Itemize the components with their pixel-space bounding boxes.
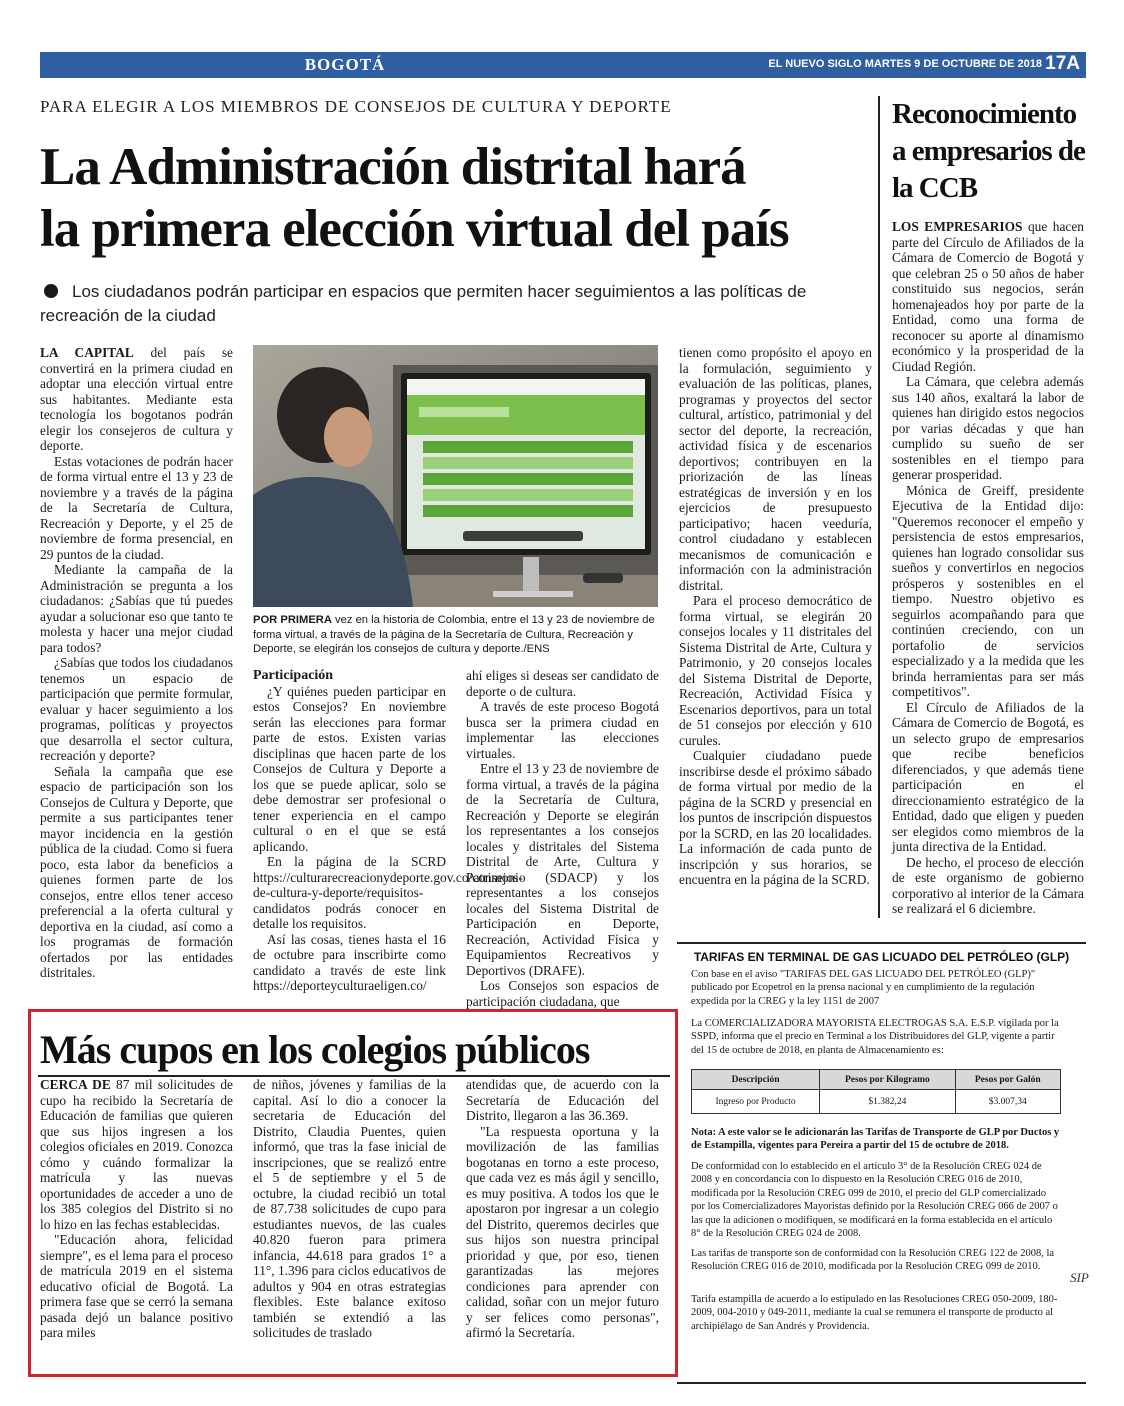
- table-cell: $1.382,24: [820, 1090, 955, 1114]
- sidebar-divider: [878, 96, 880, 918]
- paragraph-text: De hecho, el proceso de elección de este organismo de gobierno corporativo al interior de la Cámara se realizará el 6 diciembre.: [892, 854, 1084, 916]
- paragraph-text: Cualquier ciudadano puede inscribirse desde el próximo sábado de forma virtual por medio de la página de la SCRD y presencial en los puntos de inscripción dispuestos por la SCRD, en las 20 localidades. La información de cada punto de inscripción y sus horarios, se encuentra en la página de la SCRD.: [679, 748, 872, 887]
- paragraph-text: de niños, jóvenes y familias de la capital. Así lo dio a conocer la secretaria de Educación del Distrito, Claudia Puentes, quien informó, que tras la fase inicial de inscripciones, que se realizó entre el 5 de septiembre y el 5 de octubre, la ciudad recibió un total de 87.738 solicitudes de cupo para estudiantes nuevos, de las cuales 40.820 fueron para primera infancia, 44.618 para grados 1° a 11°, 1.396 para ciclos educativos de adultos y 904 en otras estrategias flexibles. Este balance exitoso también se extendió a las solicitudes de traslado: [253, 1077, 446, 1340]
- paragraph: [40, 764, 233, 981]
- box-headline: Más cupos en los colegios públicos: [40, 1027, 590, 1072]
- box-column-3: [466, 1077, 659, 1341]
- paragraph: [892, 855, 1084, 917]
- paragraph-text: 87 mil solicitudes de cupo ha recibido la Secretaría de Educación de familias que quieren que sus hijos ingresen a los colegios oficiales en 2019. Conozca cómo y cuándo formalizar la matrícula y las nuevas oportunidades de acceder a uno de los 385 colegios del Distrito si no lo hizo en las fechas establecidas.: [40, 1077, 233, 1232]
- notice-paragraph-2: Las tarifas de transporte son de conformidad con la Resolución CREG 122 de 2008, la Resolución CREG 016 de 2010, modificada por la Resolución CREG 099 de 2010.: [691, 1248, 1055, 1273]
- notice-company: La COMERCIALIZADORA MAYORISTA ELECTROGAS S.A. E.S.P. vigilada por la SSPD, informa que el precio en Terminal a los Distribuidores del GLP, vigente a partir del 15 de octubre de 2018, en planta de Almacenamiento es:: [691, 1018, 1059, 1056]
- paragraph-text: Señala la campaña que ese espacio de participación son los Consejos de Cultura y Deporte, que permite a sus participantes tener mayor incidencia en la gestión pública de la ciudad. Como si fuera poco, esta labor da beneficios a quienes formen parte de los consejos, entre ellos tener acceso preferencial a la oferta cultural y deportiva en la ciudad, así como a los programas de formación ofertados por las entidades distritales.: [40, 763, 233, 980]
- paragraph: [466, 761, 659, 978]
- paragraph-lead: LA CAPITAL: [40, 345, 134, 360]
- paragraph: [892, 219, 1084, 374]
- paragraph-text: "La respuesta oportuna y la movilización de las familias bogotanas en torno a este proceso, que cada vez es más ágil y sencillo, es muy positiva. A todos los que le apostaron por ingresar a un colegio del Distrito, queremos decirles que sus hijos son nuestra principal prioridad y que, por eso, tienen garantizadas las mejores condiciones para aprender con calidad, soñar con un mejor futuro y ser felices como personas", afirmó la Secretaría.: [466, 1123, 659, 1340]
- paragraph: [253, 684, 446, 855]
- paragraph: [40, 655, 233, 764]
- paragraph: [40, 562, 233, 655]
- caption-lead: POR PRIMERA: [253, 614, 332, 626]
- article-subhead: [40, 280, 870, 328]
- paragraph-text: En la página de la SCRD https://culturarecreacionydeporte.gov.co/consejos-de-cultura-y-deporte/requisitos-candidatos podrás conocer en detalle los requisitos.: [253, 854, 523, 931]
- paragraph: [40, 345, 233, 454]
- article-column-3: [466, 668, 659, 1009]
- paragraph: [253, 1077, 446, 1341]
- table-header: Pesos por Kilogramo: [820, 1070, 955, 1090]
- page-header-bar: [40, 52, 1086, 78]
- edition-date: EL NUEVO SIGLO MARTES 9 DE OCTUBRE DE 2018: [768, 58, 1042, 70]
- notice-intro: Con base en el aviso "TARIFAS DEL GAS LICUADO DEL PETRÓLEO (GLP)" publicado por Ecopetrol en la prensa nacional y en cumplimiento de la regulación expedida por la CREG y la ley 1151 de 2007: [691, 969, 1036, 1007]
- paragraph-text: que hacen parte del Círculo de Afiliados de la Cámara de Comercio de Bogotá y que celebran 25 o 50 años de haber constituido sus negocios, serán homenajeados hoy por parte de la Entidad, como una forma de reconocer su aporte al dinamismo económico y la prosperidad de la Ciudad Región.: [892, 219, 1084, 374]
- notice-paragraph-3: Tarifa estampilla de acuerdo a lo estipulado en las Resoluciones CREG 050-2009, 180-2009, 004-2010 y 049-2011, mediante la cual se remunera el transporte de producto al archipiélago de San Andrés y Providencia.: [691, 1294, 1058, 1332]
- paragraph-text: ahí eliges si deseas ser candidato de deporte o de cultura.: [466, 668, 659, 699]
- paragraph-lead: LOS EMPRESARIOS: [892, 219, 1023, 234]
- paragraph: [466, 978, 659, 1009]
- paragraph: [466, 699, 659, 761]
- paragraph-text: La Cámara, que celebra además sus 140 años, exaltará la labor de quienes han dirigido estos negocios por varias décadas y que han cumplido su sueño de ser sostenibles en el tiempo para generar prosperidad.: [892, 374, 1084, 482]
- paragraph-text: "Educación ahora, felicidad siempre", es el lema para el proceso de matrícula 2019 en el sistema educativo oficial de Bogotá. La primera fase que se cerró la semana pasada dejó un balance positivo para miles: [40, 1232, 233, 1340]
- headline-line-1: La Administración distrital hará: [40, 138, 746, 196]
- paragraph-text: Entre el 13 y 23 de noviembre de forma virtual, a través de la página de la Secretaría de Cultura, Recreación y Deporte se elegirán los representantes a los consejos locales y distritales del Sistema Distrital de Arte, Cultura y Patrimonio (SDACP) y los representantes a los consejos locales del Sistema Distrital de Participación en Deporte, Recreación, Actividad Física y Equipamientos Recreativos y Deportivos (DRAFE).: [466, 761, 659, 978]
- paragraph: [679, 748, 872, 888]
- headline-line-2: la primera elección virtual del país: [40, 200, 789, 258]
- paragraph-lead: CERCA DE: [40, 1077, 111, 1092]
- paragraph-text: del país se convertirá en la primera ciudad en adoptar una elección virtual entre sus habitantes. Mediante esta tecnología los bogotanos podrán elegir los consejeros de cultura y deporte.: [40, 345, 233, 453]
- article-column-2: [253, 668, 523, 994]
- table-header: Descripción: [692, 1070, 820, 1090]
- article-headline: [40, 136, 870, 260]
- paragraph-text: tienen como propósito el apoyo en la formulación, seguimiento y evaluación de las políticas, planes, programas y proyectos del sector cultural, artístico, patrimonial y del sector del deporte, la recreación, actividad física y de escenarios deportivos; contribuyen en la priorización de las líneas estratégicas de inversión y en los ejercicios de presupuesto participativo; hacen veeduría, control ciudadano y establecen mecanismos de comunicación e información con la administración distrital.: [679, 345, 872, 593]
- paragraph: [253, 854, 523, 932]
- paragraph: [40, 1077, 233, 1232]
- paragraph: [466, 1124, 659, 1341]
- notice-note: Nota: A este valor se le adicionarán las Tarifas de Transporte de GLP por Ductos y de Estampilla, vigentes para Pereira a partir del 15 de octubre de 2018.: [691, 1127, 1060, 1152]
- article-column-4: [679, 345, 872, 888]
- section-name: BOGOTÁ: [304, 55, 386, 74]
- paragraph-text: Para el proceso democrático de forma virtual, se elegirán 20 consejos locales y 11 distritales del Sistema Distrital de Arte, Cultura y Patrimonio, y 20 consejos locales del Sistema Distrital de Deporte, Recreación, Actividad Física y Escenarios deportivos, para un total de 51 consejos por elección y 610 curules.: [679, 593, 872, 748]
- photo-illustration: [253, 345, 658, 607]
- article-column-1: [40, 345, 233, 981]
- paragraph-text: Así las cosas, tienes hasta el 16 de octubre para inscribirte como candidato a través de este link https://deporteyculturaeligen.co/: [253, 931, 446, 993]
- section-subtitle: Participación: [253, 668, 334, 683]
- paragraph: [679, 345, 872, 593]
- article-kicker: PARA ELEGIR A LOS MIEMBROS DE CONSEJOS DE CULTURA Y DEPORTE: [40, 97, 672, 116]
- box-column-1: [40, 1077, 233, 1341]
- table-header: Pesos por Galón: [955, 1070, 1060, 1090]
- paragraph: [466, 1077, 659, 1124]
- paragraph-text: Estas votaciones de podrán hacer de forma virtual entre el 13 y 23 de noviembre y a través de la página de la Secretaría de Cultura, Recreación y Deporte, y el 25 de noviembre de forma presencial, en 29 puntos de la ciudad.: [40, 453, 233, 562]
- table-cell: Ingreso por Producto: [692, 1090, 820, 1114]
- paragraph-text: Los Consejos son espacios de participación ciudadana, que: [466, 978, 659, 1009]
- paragraph-text: ¿Sabías que todos los ciudadanos tenemos un espacio de participación que permite formular, evaluar y hacer seguimiento a los programas, políticas y proyectos que desarrolla el sector cultura, recreación y deporte?: [40, 655, 233, 763]
- paragraph: [466, 668, 659, 699]
- paragraph-text: ¿Y quiénes pueden participar en estos Consejos? En noviembre serán las elecciones para formar parte de estos. Existen varias disciplinas que hacen parte de los Consejos de Cultura y Deporte a los que se puede aplicar, solo se debe demostrar ser profesional o tener experiencia en el campo cultural o en el que se está aplicando.: [253, 683, 446, 854]
- photo-caption: [253, 613, 658, 657]
- article-photo: [253, 345, 658, 607]
- paragraph-text: Mónica de Greiff, presidente Ejecutiva de la Entidad dijo: "Queremos reconocer el empeño y persistencia de estos empresarios, quienes han logrado consolidar sus sueños y convertirlos en negocios prósperos y sostenibles en el tiempo. Nuestro objetivo es seguirlos acompañando para que continúen creciendo, con un portafolio de servicios especializado y a la medida que les brinda herramientas para ser más competitivos".: [892, 482, 1084, 699]
- paragraph-text: A través de este proceso Bogotá busca ser la primera ciudad en implementar las elecciones virtuales.: [466, 699, 659, 761]
- box-column-2: [253, 1077, 446, 1341]
- notice-signature: SIP: [1070, 1270, 1089, 1285]
- paragraph: [892, 374, 1084, 483]
- paragraph: [253, 932, 446, 994]
- table-cell: $3.007,34: [955, 1090, 1060, 1114]
- paragraph-text: atendidas que, de acuerdo con la Secretaría de Educación del Distrito, llegaron a las 36.369.: [466, 1077, 659, 1123]
- paragraph: [40, 1232, 233, 1341]
- page-number: 17A: [1045, 53, 1080, 74]
- sidebar-column: [892, 219, 1084, 917]
- paragraph: [679, 593, 872, 748]
- sidebar-title: Reconocimiento a empresarios de la CCB: [892, 98, 1085, 204]
- notice-paragraph-1: De conformidad con lo establecido en el artículo 3° de la Resolución CREG 024 de 2008 y en concordancia con lo dispuesto en la Resolución CREG 016 de 2010, modificada por la Resolución CREG 099 de 2010, el precio del GLP comercializado por los Comercializadores Mayoristas definido por la Resolución CREG 066 de 2007 o las que la adicionen o modifiquen, se modificará en la forma establecida en el artículo 8° de la Resolución CREG 024 de 2008.: [691, 1161, 1058, 1240]
- notice-title: TARIFAS EN TERMINAL DE GAS LICUADO DEL PETRÓLEO (GLP): [693, 950, 1070, 964]
- caption-text: vez en la historia de Colombia, entre el 13 y 23 de noviembre de forma virtual, a través de la página de la Secretaría de Cultura, Recreación y Deporte, se elegirán los consejos de cultura y deporte./ENS: [253, 614, 655, 655]
- paragraph: [892, 483, 1084, 700]
- subhead-text: Los ciudadanos podrán participar en espacios que permiten hacer seguimientos a las políticas de recreación de la ciudad: [40, 282, 807, 325]
- paragraph-text: Mediante la campaña de la Administración se pregunta a los ciudadanos: ¿Sabías que tú puedes ayudar a solucionar eso que tanto te molesta y hacer una mejor ciudad para todos?: [40, 562, 233, 655]
- price-table: [691, 1069, 1061, 1114]
- paragraph-text: El Círculo de Afiliados de la Cámara de Comercio de Bogotá, es un selecto grupo de empresarios que recibe beneficios diferenciados, y que además tiene participación en el direccionamiento estratégico de la Entidad, dado que eligen y pueden ser elegidos como miembros de la junta directiva de la Entidad.: [892, 699, 1084, 854]
- table-row: [692, 1090, 1061, 1114]
- paragraph: [892, 700, 1084, 855]
- paragraph: [40, 454, 233, 563]
- bullet-icon: [44, 284, 58, 298]
